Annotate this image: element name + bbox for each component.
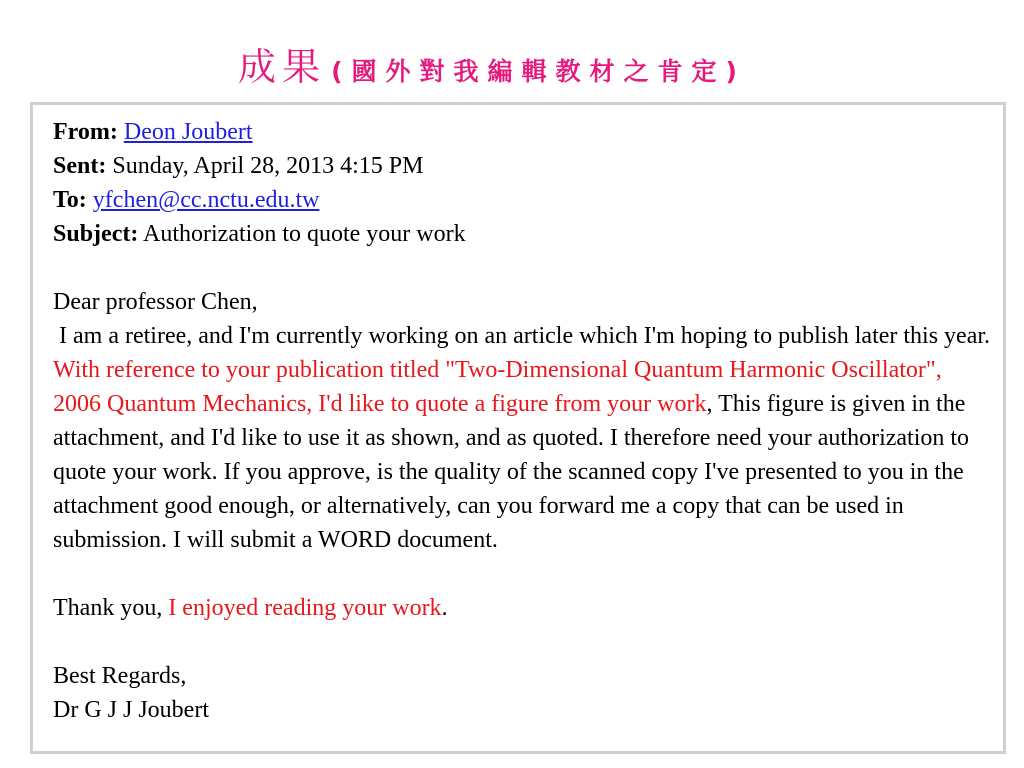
email-thanks-line (53, 591, 991, 625)
email-signature: Dr G J J Joubert (53, 697, 209, 723)
email-recipient-link[interactable]: yfchen@cc.nctu.edu.tw (92, 187, 320, 213)
email-body-intro: I am a retiree, and I'm currently working on an article which I'm hoping to publish later this year. (53, 323, 1002, 349)
email-screenshot-box (30, 102, 1006, 754)
email-main-paragraph (53, 319, 1002, 557)
email-sent-row (53, 149, 991, 183)
email-from-label: From: (53, 119, 118, 145)
email-body (53, 115, 1002, 727)
email-thanks-highlight: I enjoyed reading your work (168, 595, 442, 621)
email-subject-row (53, 217, 991, 251)
spacer (53, 557, 991, 591)
spacer (53, 251, 991, 285)
slide-title-main: 成果 (238, 45, 327, 89)
email-greeting: Dear professor Chen, (53, 289, 258, 315)
email-thanks-prefix: Thank you, (53, 595, 169, 621)
email-to-row (53, 183, 991, 217)
email-thanks-suffix: . (441, 595, 448, 621)
spacer (53, 625, 991, 659)
slide-title-subtitle: (國外對我編輯教材之肯定) (331, 57, 746, 86)
email-body-continuation: , This figure is given in the attachment, and I'd like to use it as shown, and as quoted. I therefore need your authorization to quote your work. If you approve, is the quality of the scanned copy I've presented to you in the attachment good enough, or alternatively, can you forward me a copy that can be used in submission. I will submit a WORD document. (53, 391, 970, 553)
email-subject-text: Authorization to quote your work (143, 221, 466, 247)
email-subject-label: Subject: (53, 221, 139, 247)
email-sender-link[interactable]: Deon Joubert (123, 119, 253, 145)
email-sent-label: Sent: (53, 153, 107, 179)
email-closing: Best Regards, (53, 663, 187, 689)
email-to-label: To: (53, 187, 87, 213)
slide-title (0, 36, 984, 91)
email-body-highlight: With reference to your publication titled "Two-Dimensional Quantum Harmonic Oscillator", 2006 Quantum Mechanics, I'd like to quote a figure from your work (53, 357, 942, 417)
email-sent-date: Sunday, April 28, 2013 4:15 PM (112, 153, 424, 179)
email-from-row (53, 115, 991, 149)
